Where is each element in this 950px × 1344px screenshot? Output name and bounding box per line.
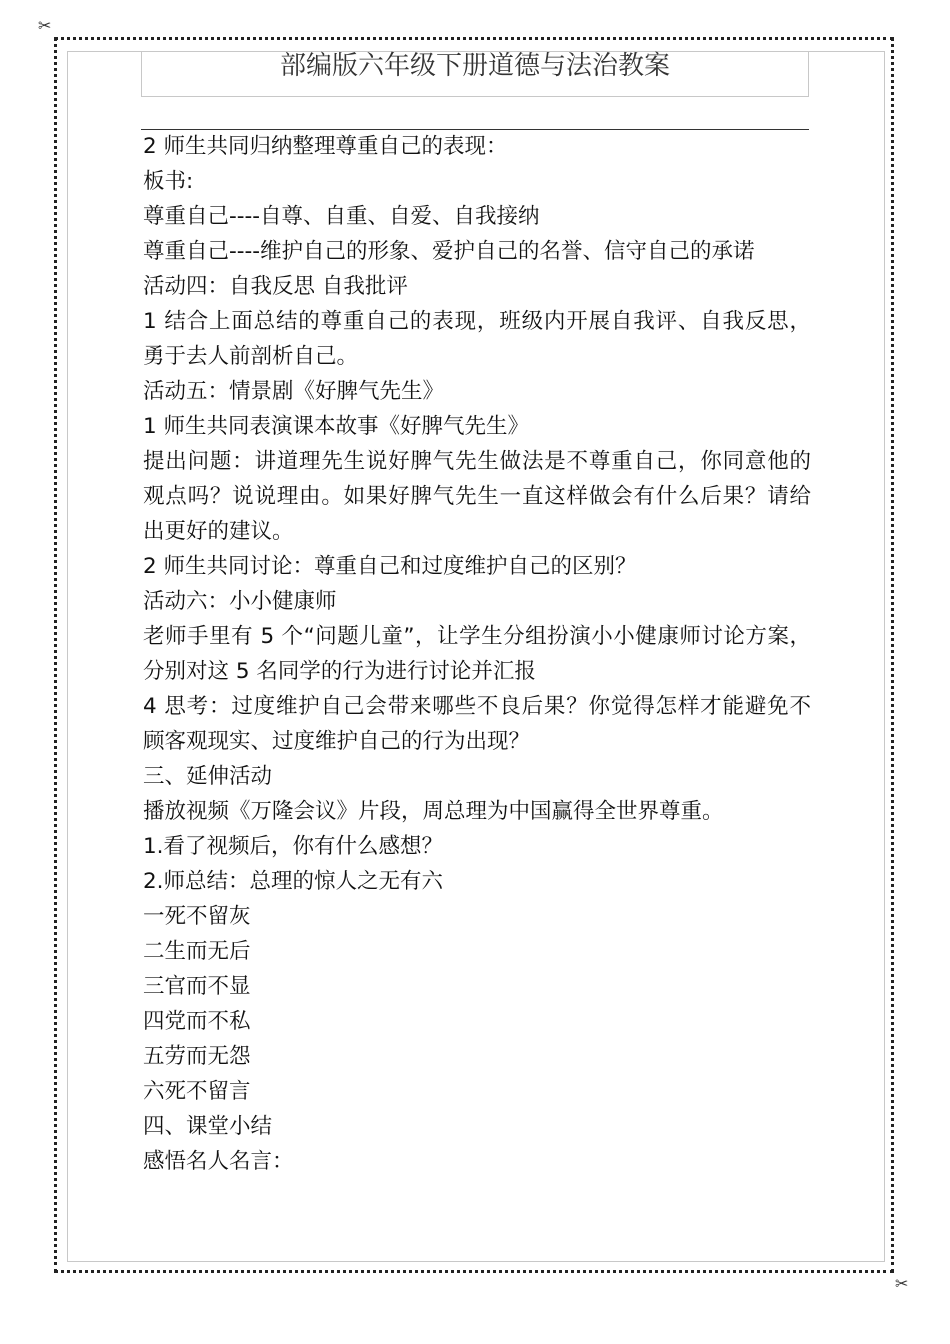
text-line: 一死不留灰 — [143, 904, 251, 929]
text-line: 观点吗？说说理由。如果好脾气先生一直这样做会有什么后果？请给 — [143, 484, 811, 509]
text-line: 活动六：小小健康师 — [143, 589, 337, 614]
text-line: 提出问题：讲道理先生说好脾气先生做法是不尊重自己，你同意他的 — [143, 449, 811, 474]
text-line: 4 思考：过度维护自己会带来哪些不良后果？你觉得怎样才能避免不 — [143, 694, 811, 719]
text-line: 活动五：情景剧《好脾气先生》 — [143, 379, 445, 404]
page-header — [141, 51, 809, 97]
text-line: 1 师生共同表演课本故事《好脾气先生》 — [143, 414, 530, 439]
text-line: 老师手里有 5 个“问题儿童”，让学生分组扮演小小健康师讨论方案， — [143, 624, 811, 649]
document-body — [143, 129, 811, 1179]
text-line: 五劳而无怨 — [143, 1044, 251, 1069]
text-line: 2.师总结：总理的惊人之无有六 — [143, 869, 444, 894]
text-line: 三、延伸活动 — [143, 764, 273, 789]
text-line: 三官而不显 — [143, 974, 251, 999]
text-line: 出更好的建议。 — [143, 519, 294, 544]
text-line: 2 师生共同讨论：尊重自己和过度维护自己的区别？ — [143, 554, 637, 579]
text-line: 板书: — [143, 169, 194, 194]
text-line: 2 师生共同归纳整理尊重自己的表现： — [143, 134, 508, 159]
text-line: 勇于去人前剖析自己。 — [143, 344, 359, 369]
text-line: 分别对这 5 名同学的行为进行讨论并汇报 — [143, 659, 536, 684]
scissors-icon: ✂ — [895, 1274, 909, 1293]
text-line: 尊重自己----维护自己的形象、爱护自己的名誉、信守自己的承诺 — [143, 239, 755, 264]
text-line: 六死不留言 — [143, 1079, 251, 1104]
text-line: 1.看了视频后，你有什么感想？ — [143, 834, 444, 859]
scissors-icon: ✂ — [38, 16, 52, 35]
text-line: 四党而不私 — [143, 1009, 251, 1034]
text-line: 尊重自己----自尊、自重、自爱、自我接纳 — [143, 204, 540, 229]
page-title: 部编版六年级下册道德与法治教案 — [279, 51, 670, 81]
text-line: 四、课堂小结 — [143, 1114, 273, 1139]
text-line: 播放视频《万隆会议》片段，周总理为中国赢得全世界尊重。 — [143, 799, 724, 824]
text-line: 感悟名人名言： — [143, 1149, 294, 1174]
text-line: 活动四：自我反思 自我批评 — [143, 274, 408, 299]
text-line: 顾客观现实、过度维护自己的行为出现？ — [143, 729, 531, 754]
text-line: 二生而无后 — [143, 939, 251, 964]
text-line: 1 结合上面总结的尊重自己的表现，班级内开展自我评、自我反思， — [143, 309, 811, 334]
